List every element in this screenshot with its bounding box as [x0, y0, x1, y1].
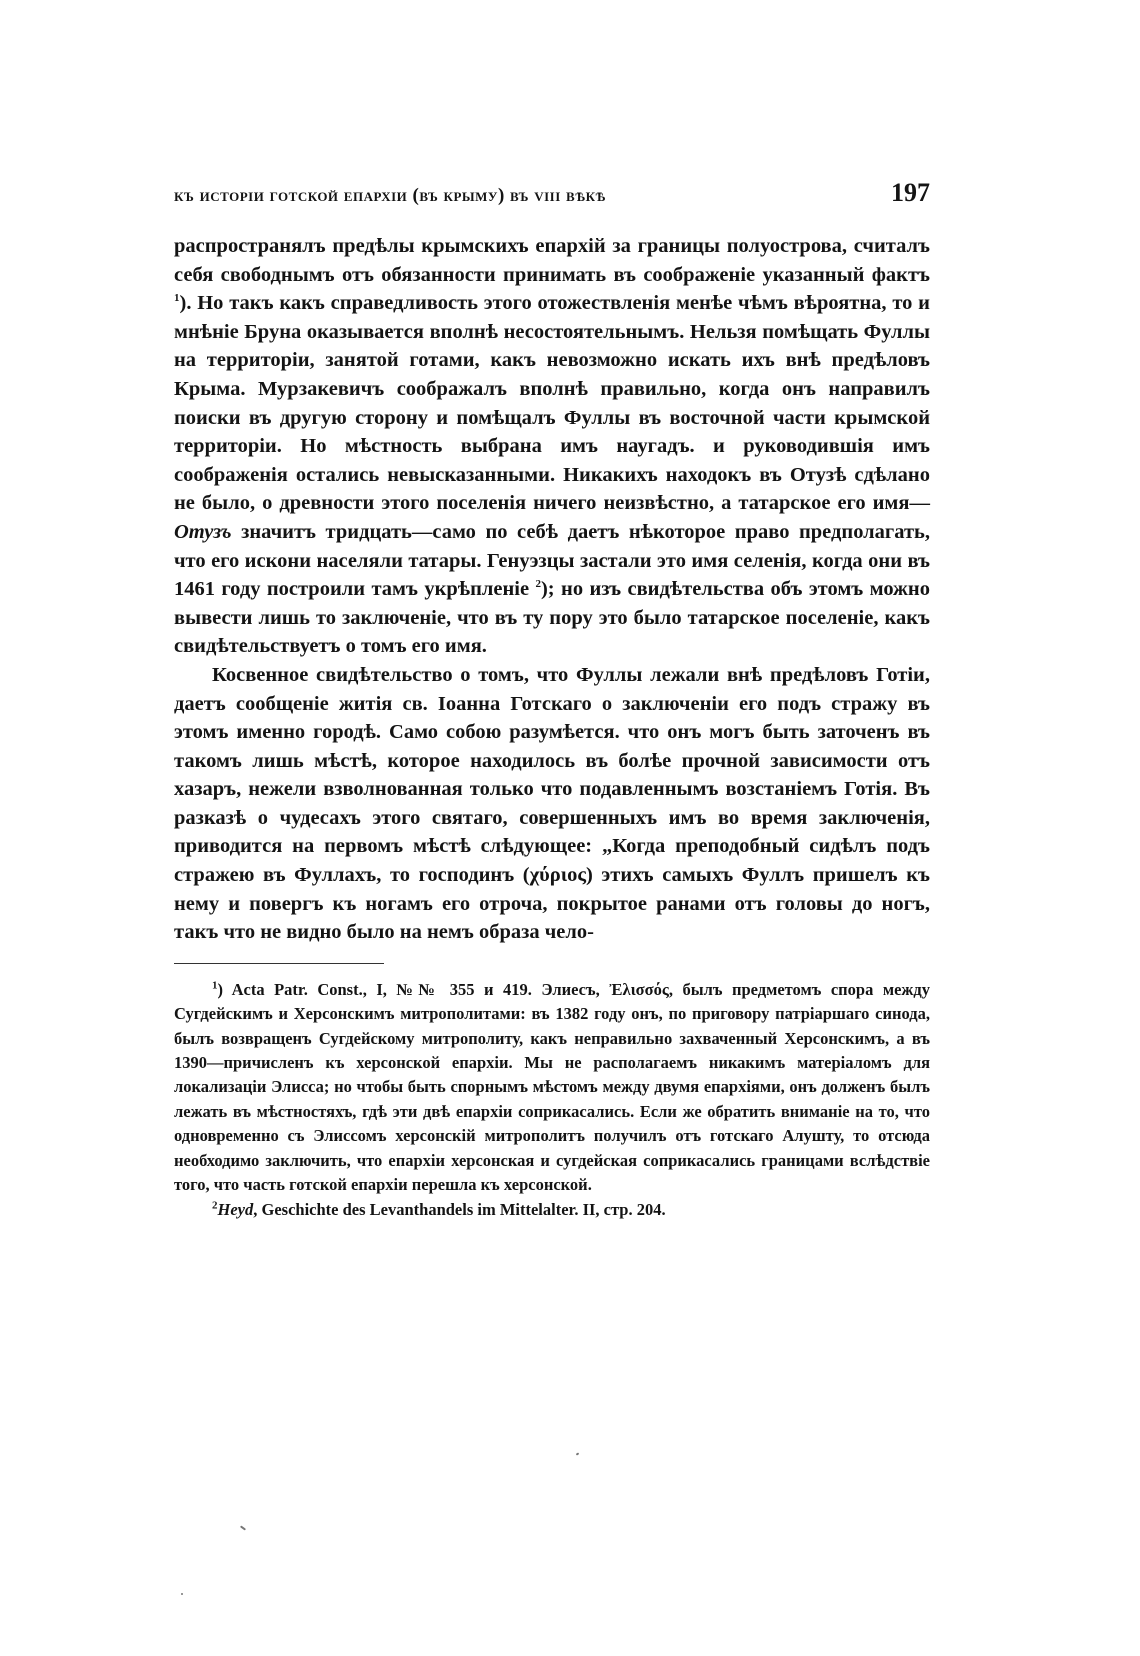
page-header: [174, 178, 930, 218]
footnote-2-text: , Geschichte des Levanthandels im Mittelalter. II, стр. 204.: [253, 1199, 666, 1219]
footnote-2-author: Heyd: [217, 1199, 254, 1219]
speck: [240, 1525, 246, 1530]
footnote-divider: [174, 963, 384, 964]
footnote-2-mark: 2: [212, 1199, 218, 1211]
footnote-1-text: ) Acta Patr. Const., I, №№ 355 и 419. Элиесъ, Ἐλισσός, былъ предметомъ спора между Сугдейскимъ и Херсонскимъ митрополитами: въ 1382 году онъ, по приговору патріаршаго синода, былъ возвращенъ Сугдейскому митрополиту, какъ неправильно захваченный Херсонскимъ, а въ 1390—причисленъ къ херсонской епархіи. Мы не располагаемъ никакимъ матеріаломъ для локализаціи Элисса; но чтобы быть спорнымъ мѣстомъ между двумя епархіями, онъ долженъ былъ лежать въ мѣстностяхъ, гдѣ эти двѣ епархіи соприкасались. Если же обратить вниманіе на то, что одновременно съ Элиссомъ херсонскій митрополитъ получилъ отъ готскаго Алушту, то отсюда необходимо заключить, что епархіи херсонская и сугдейская соприкасались границами вслѣдствіе того, что часть готской епархіи перешла къ херсонской.: [174, 979, 930, 1195]
footnote-1: [174, 978, 930, 1198]
speck: [576, 1452, 580, 1455]
main-text: [174, 232, 930, 947]
paragraph-1-part-d: ); но изъ свидѣтельства объ этомъ можно вывести лишь то заключеніе, что въ ту пору это было татарское поселеніе, какъ свидѣтельствуетъ о томъ его имя.: [174, 578, 930, 658]
term-otuz: Отузъ: [174, 520, 232, 543]
paragraph-2: Косвенное свидѣтельство о томъ, что Фуллы лежали внѣ предѣловъ Готіи, даетъ сообщеніе житія св. Іоанна Готскаго о заключеніи его подъ стражу въ этомъ именно городѣ. Само собою разумѣется. что онъ могъ быть заточенъ въ такомъ лишь мѣстѣ, которое находилось въ болѣе прочной зависимости отъ хазаръ, нежели взволнованная только что подавленнымъ возстаніемъ Готія. Въ разказѣ о чудесахъ этого святаго, совершенныхъ имъ во время заключенія, приводится на первомъ мѣстѣ слѣдующее: „Когда преподобный сидѣлъ подъ стражею въ Фуллахъ, то господинъ (χύριος) этихъ самыхъ Фуллъ пришелъ къ нему и повергъ къ ногамъ его отроча, покрытое ранами отъ головы до ногъ, такъ что не видно было на немъ образа чело-: [174, 663, 930, 944]
footnote-1-mark: 1: [212, 979, 218, 992]
page-number: 197: [891, 178, 930, 207]
footnote-2: [174, 1198, 930, 1222]
footnote-ref-2: 2: [535, 578, 541, 591]
running-title: къ исторіи готской епархіи (въ крыму) въ viii вѣкѣ: [174, 185, 606, 206]
paragraph-1-part-a: распространялъ предѣлы крымскихъ епархій за границы полуострова, считалъ себя свободнымъ отъ обязанности принимать въ соображеніе указанный фактъ: [174, 235, 930, 286]
paragraph-1-part-b: ). Но такъ какъ справедливость этого отожествленія менѣе чѣмъ вѣроятна, то и мнѣніе Бруна оказывается вполнѣ несостоятельнымъ. Нельзя помѣщать Фуллы на территоріи, занятой готами, какъ невозможно искать ихъ внѣ предѣловъ Крыма. Мурзакевичъ соображалъ вполнѣ правильно, когда онъ направилъ поиски въ другую сторону и помѣщалъ Фуллы въ восточной части крымской территоріи. Но мѣстность выбрана имъ наугадъ. и руководившія имъ соображенія остались невысказанными. Никакихъ находокъ въ Отузѣ сдѣлано не было, о древности этого поселенія ничего неизвѣстно, а татарское его имя—: [174, 292, 930, 515]
paragraph-1-part-c: значитъ тридцать—само по себѣ даетъ нѣкоторое право предполагать, что его искони населяли татары. Генуэзцы застали это имя селенія, когда они въ 1461 году построили тамъ укрѣпленіе: [174, 520, 930, 601]
speck: [181, 1593, 183, 1595]
footnotes: [174, 978, 930, 1222]
paragraph-1: [174, 232, 930, 661]
footnote-ref-1: 1: [174, 292, 180, 305]
book-page: [174, 178, 930, 1222]
